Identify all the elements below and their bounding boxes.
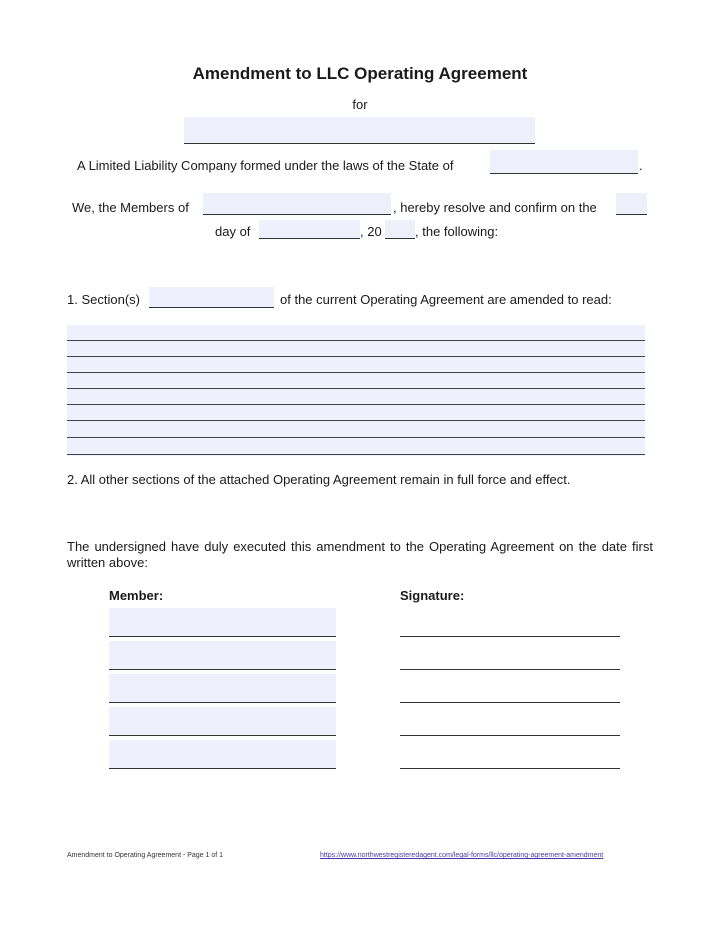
member-name-field[interactable] bbox=[109, 740, 336, 769]
members-line-label: We, the Members of bbox=[72, 200, 189, 215]
member-name-field[interactable] bbox=[109, 608, 336, 637]
following-label: , the following: bbox=[415, 224, 499, 239]
state-line-label: A Limited Liability Company formed under the laws of the State of bbox=[77, 158, 454, 173]
signature-line[interactable] bbox=[400, 636, 620, 637]
amendment-line bbox=[67, 420, 645, 421]
executed-text: The undersigned have duly executed this amendment to the Operating Agreement on the date first written above: bbox=[67, 539, 653, 570]
section1-label: 1. Section(s) bbox=[67, 292, 140, 307]
signature-line[interactable] bbox=[400, 669, 620, 670]
amendment-line bbox=[67, 372, 645, 373]
section1-text: of the current Operating Agreement are amended to read: bbox=[280, 292, 612, 307]
footer-page-label: Amendment to Operating Agreement - Page 1 of 1 bbox=[67, 852, 224, 859]
member-name-field[interactable] bbox=[109, 674, 336, 703]
amendment-line bbox=[67, 437, 645, 438]
signature-header: Signature: bbox=[400, 588, 465, 603]
state-line-period: . bbox=[639, 158, 643, 173]
year-field[interactable] bbox=[385, 220, 415, 239]
amendment-line bbox=[67, 340, 645, 341]
signature-line[interactable] bbox=[400, 768, 620, 769]
for-label: for bbox=[352, 97, 368, 112]
footer-link[interactable]: https://www.northwestregisteredagent.com/legal-forms/llc/operating-agreement-amendment bbox=[320, 852, 604, 859]
company-name-field[interactable] bbox=[184, 117, 535, 144]
section2-text: 2. All other sections of the attached Operating Agreement remain in full force and effect. bbox=[67, 472, 571, 487]
member-name-field[interactable] bbox=[109, 641, 336, 670]
day-field[interactable] bbox=[616, 193, 647, 215]
state-field[interactable] bbox=[490, 150, 638, 174]
amendment-line bbox=[67, 356, 645, 357]
member-name-field[interactable] bbox=[109, 707, 336, 736]
signature-line[interactable] bbox=[400, 702, 620, 703]
member-header: Member: bbox=[109, 588, 164, 603]
amendment-line bbox=[67, 388, 645, 389]
day-of-label: day of bbox=[215, 224, 251, 239]
sections-field[interactable] bbox=[149, 287, 274, 308]
signature-line[interactable] bbox=[400, 735, 620, 736]
amendment-line bbox=[67, 404, 645, 405]
month-field[interactable] bbox=[259, 220, 360, 239]
amendment-line bbox=[67, 454, 645, 455]
year-prefix-label: , 20 bbox=[360, 224, 382, 239]
members-company-field[interactable] bbox=[203, 193, 391, 215]
members-line-resolve: , hereby resolve and confirm on the bbox=[393, 200, 597, 215]
document-title: Amendment to LLC Operating Agreement bbox=[192, 64, 528, 83]
